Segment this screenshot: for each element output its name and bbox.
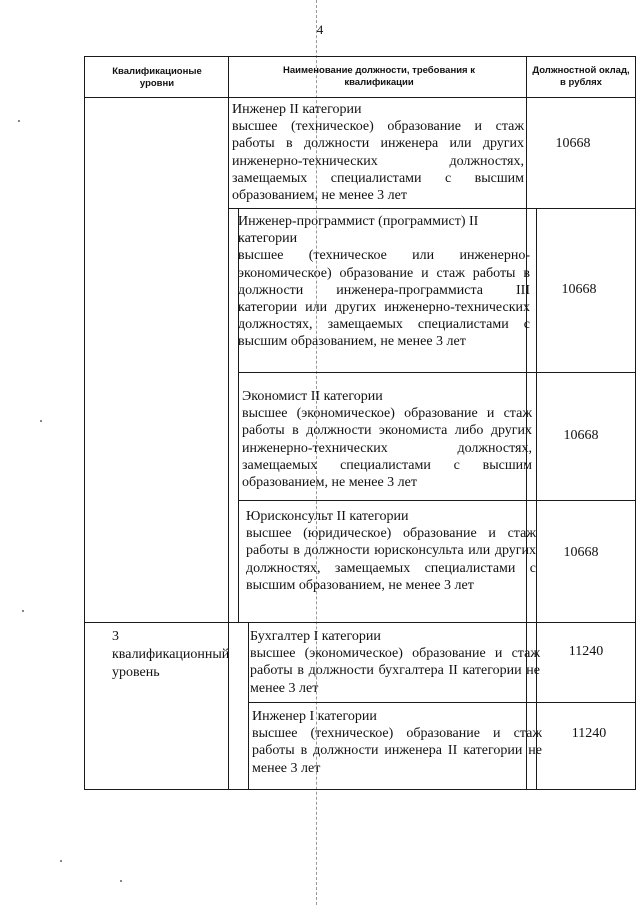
scan-speck [18, 120, 20, 122]
position-cell [232, 101, 524, 204]
position-title: Юрисконсульт II категории [246, 509, 409, 524]
table-border-bottom [84, 789, 636, 790]
position-title: Инженер II категории [232, 102, 362, 117]
position-requirements: высшее (юридическое) образование и стаж работы в должности юрисконсульта или других должностях, замещаемых специалистами с высшим образованием, не менее 3 лет [246, 526, 536, 593]
position-cell [250, 628, 540, 697]
salary-value: 11240 [571, 726, 607, 741]
position-requirements: высшее (экономическое) образование и стаж работы в должности бухгалтера II категории не менее 3 лет [250, 646, 540, 696]
salary-value: 10668 [561, 282, 597, 297]
table-border-right [635, 56, 636, 790]
salary-value: 10668 [563, 545, 599, 560]
header-divider [84, 97, 636, 98]
position-requirements: высшее (экономическое) образование и стаж работы в должности экономиста либо других инженерно-технических должностях, замещаемых специалистами с высшим образованием, не менее 3 лет [242, 406, 532, 491]
header-salary: Должностной оклад, в рублях [532, 65, 630, 88]
row-divider-4 [84, 622, 636, 623]
row-divider-5 [248, 702, 636, 703]
row-divider-3 [238, 500, 636, 501]
subcol-left-5 [248, 622, 249, 790]
position-title: Инженер I категории [252, 709, 377, 724]
position-requirements: высшее (техническое) образование и стаж работы в должности инженера II категории не менее 3 лет [252, 726, 542, 776]
position-cell [252, 708, 542, 777]
position-title: Бухгалтер I категории [250, 629, 381, 644]
page-number: 4 [316, 22, 324, 37]
salary-value: 10668 [555, 136, 591, 151]
position-cell [242, 388, 532, 491]
subcol-salary-2 [536, 208, 537, 790]
table-border-top [84, 56, 636, 57]
position-cell [246, 508, 536, 594]
row-divider-1 [228, 208, 636, 209]
position-requirements: высшее (техническое) образование и стаж работы в должности инженера или других инженерно-технических должностях, замещаемых специалистами с высшим образованием, не менее 3 лет [232, 119, 524, 204]
scan-speck [120, 880, 122, 882]
salary-value: 10668 [563, 428, 599, 443]
scan-speck [60, 860, 62, 862]
row-divider-2 [238, 372, 636, 373]
position-title: Инженер-программист (программист) II категории [238, 214, 479, 247]
salary-value: 11240 [568, 644, 604, 659]
scan-speck [40, 420, 42, 422]
table-border-left [84, 56, 85, 790]
header-position: Наименование должности, требования к квалификации [283, 65, 475, 88]
position-requirements: высшее (техническое или инженерно-экономическое) образование и стаж работы в должности инженера-программиста III категории или других инженерно-технических должностях, замещаемых специалистами с высшим образованием, не менее 3 лет [238, 248, 530, 350]
header-levels: Квалификационые уровни [112, 66, 202, 89]
position-title: Экономист II категории [242, 389, 383, 404]
scan-speck [22, 610, 24, 612]
position-cell [238, 213, 530, 351]
qualification-level-label: 3 квалификационный уровень [112, 629, 230, 680]
